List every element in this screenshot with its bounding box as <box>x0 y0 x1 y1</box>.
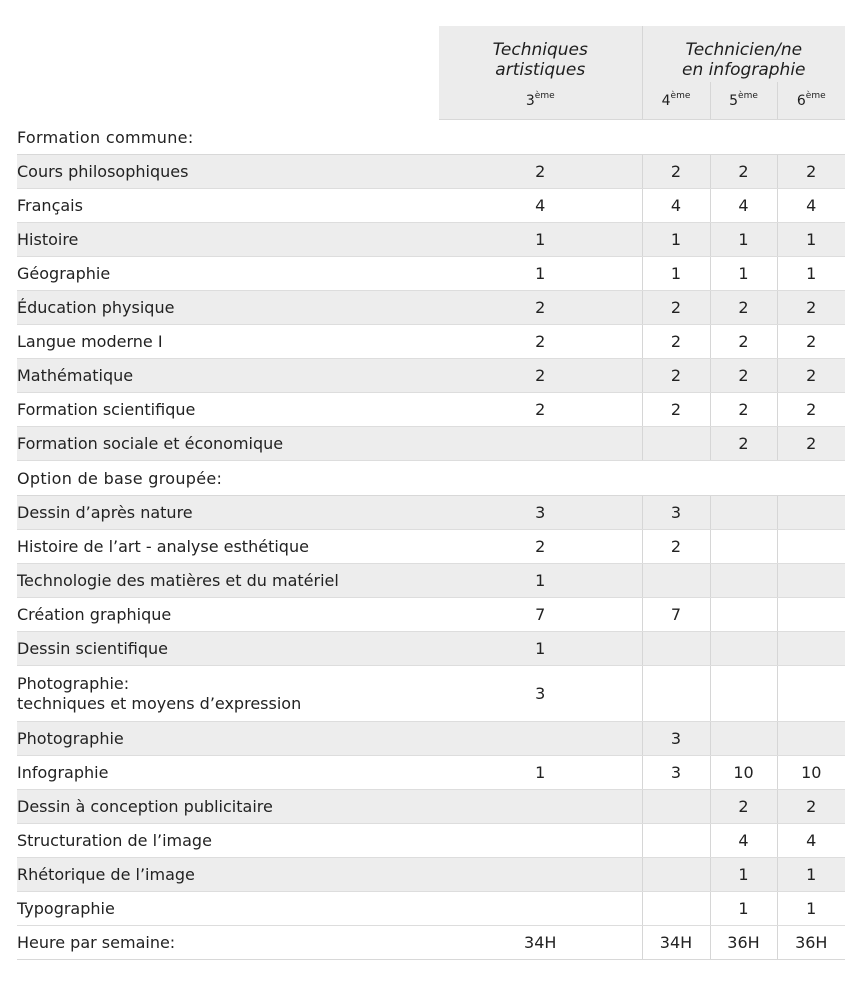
hours-cell: 2 <box>439 155 642 189</box>
hours-cell: 3 <box>642 496 710 530</box>
hours-cell: 3 <box>439 496 642 530</box>
total-value-4: 34H <box>642 926 710 960</box>
hours-cell: 10 <box>710 756 777 790</box>
hours-cell: 3 <box>642 756 710 790</box>
hours-cell: 1 <box>777 257 845 291</box>
hours-cell: 2 <box>439 359 642 393</box>
hours-cell: 2 <box>777 325 845 359</box>
hours-cell <box>642 824 710 858</box>
subject-row <box>17 722 845 756</box>
subject-name: Création graphique <box>17 598 439 632</box>
hours-cell <box>710 598 777 632</box>
hours-cell: 4 <box>777 824 845 858</box>
hours-cell: 2 <box>439 393 642 427</box>
subject-name: Langue moderne I <box>17 325 439 359</box>
hours-cell: 2 <box>777 427 845 461</box>
hours-cell: 2 <box>642 393 710 427</box>
hours-cell: 1 <box>710 892 777 926</box>
subject-row <box>17 325 845 359</box>
program-title-line: en infographie <box>682 60 806 80</box>
subject-name: Formation sociale et économique <box>17 427 439 461</box>
subject-name: Typographie <box>17 892 439 926</box>
subject-name: Technologie des matières et du matériel <box>17 564 439 598</box>
subject-row <box>17 291 845 325</box>
hours-cell <box>642 564 710 598</box>
hours-cell <box>439 790 642 824</box>
hours-cell: 2 <box>777 359 845 393</box>
section-title: Formation commune: <box>17 120 845 155</box>
subject-row <box>17 393 845 427</box>
subject-name: Dessin scientifique <box>17 632 439 666</box>
hours-cell: 2 <box>642 359 710 393</box>
hours-cell <box>777 564 845 598</box>
hours-cell: 1 <box>439 756 642 790</box>
hours-cell <box>710 722 777 756</box>
total-value-6: 36H <box>777 926 845 960</box>
section-header-row <box>17 461 845 496</box>
subject-name: Géographie <box>17 257 439 291</box>
hours-cell <box>439 824 642 858</box>
hours-cell: 1 <box>777 223 845 257</box>
hours-cell: 1 <box>710 223 777 257</box>
hours-cell: 2 <box>439 530 642 564</box>
subject-name-line: techniques et moyens d’expression <box>17 693 302 713</box>
hours-cell <box>777 722 845 756</box>
hours-cell: 2 <box>710 393 777 427</box>
total-value-3: 34H <box>439 926 642 960</box>
hours-cell: 1 <box>710 257 777 291</box>
hours-cell <box>439 892 642 926</box>
hours-cell <box>777 496 845 530</box>
hours-cell <box>642 666 710 722</box>
hours-cell: 2 <box>710 155 777 189</box>
hours-cell <box>642 858 710 892</box>
hours-cell <box>710 564 777 598</box>
hours-cell: 3 <box>642 722 710 756</box>
hours-cell <box>439 858 642 892</box>
hours-cell: 10 <box>777 756 845 790</box>
hours-cell: 4 <box>439 189 642 223</box>
hours-cell: 1 <box>710 858 777 892</box>
subject-name: Histoire <box>17 223 439 257</box>
subject-name: Éducation physique <box>17 291 439 325</box>
subject-name: Cours philosophiques <box>17 155 439 189</box>
header-blank-cell <box>17 26 439 120</box>
year-header-6: 6ème <box>777 82 845 120</box>
subject-row <box>17 223 845 257</box>
year-header-5: 5ème <box>710 82 777 120</box>
subject-row <box>17 359 845 393</box>
hours-cell: 2 <box>710 790 777 824</box>
hours-cell: 2 <box>710 427 777 461</box>
total-row <box>17 926 845 960</box>
subject-name: Photographie <box>17 722 439 756</box>
section-title: Option de base groupée: <box>17 461 845 496</box>
total-value-5: 36H <box>710 926 777 960</box>
hours-cell: 1 <box>642 223 710 257</box>
subject-row <box>17 427 845 461</box>
hours-cell <box>710 496 777 530</box>
subject-row <box>17 824 845 858</box>
subject-row <box>17 666 845 722</box>
hours-cell: 2 <box>439 291 642 325</box>
subject-row <box>17 564 845 598</box>
hours-cell <box>439 427 642 461</box>
hours-cell <box>642 892 710 926</box>
subject-name: Formation scientifique <box>17 393 439 427</box>
subject-name: Dessin à conception publicitaire <box>17 790 439 824</box>
hours-cell: 1 <box>439 564 642 598</box>
hours-cell <box>439 722 642 756</box>
program-header-row <box>17 26 845 82</box>
hours-cell: 1 <box>439 632 642 666</box>
subject-name-line: Photographie: <box>17 673 130 693</box>
hours-cell: 1 <box>439 223 642 257</box>
hours-cell: 2 <box>710 291 777 325</box>
hours-cell: 1 <box>439 257 642 291</box>
subject-row <box>17 155 845 189</box>
hours-cell <box>642 790 710 824</box>
hours-cell <box>777 632 845 666</box>
hours-cell <box>710 666 777 722</box>
hours-cell: 2 <box>642 291 710 325</box>
hours-cell <box>777 598 845 632</box>
year-header-3: 3ème <box>439 82 642 120</box>
subject-row <box>17 189 845 223</box>
subject-name: Mathématique <box>17 359 439 393</box>
hours-cell: 4 <box>642 189 710 223</box>
hours-cell: 2 <box>777 155 845 189</box>
hours-cell: 2 <box>777 393 845 427</box>
hours-cell: 2 <box>642 530 710 564</box>
hours-cell: 2 <box>642 155 710 189</box>
timetable-body <box>17 120 845 926</box>
hours-cell: 3 <box>439 666 642 722</box>
subject-row <box>17 598 845 632</box>
hours-cell <box>777 530 845 564</box>
hours-cell: 2 <box>777 790 845 824</box>
hours-cell: 4 <box>777 189 845 223</box>
subject-row <box>17 496 845 530</box>
subject-row <box>17 756 845 790</box>
hours-cell: 2 <box>439 325 642 359</box>
hours-cell: 4 <box>710 824 777 858</box>
subject-name: Français <box>17 189 439 223</box>
timetable <box>17 26 845 960</box>
program-title-line: Techniques <box>492 40 588 60</box>
hours-cell: 1 <box>777 892 845 926</box>
hours-cell <box>642 427 710 461</box>
hours-cell: 2 <box>642 325 710 359</box>
subject-name: Dessin d’après nature <box>17 496 439 530</box>
subject-name: Rhétorique de l’image <box>17 858 439 892</box>
year-header-4: 4ème <box>642 82 710 120</box>
subject-row <box>17 892 845 926</box>
hours-cell: 4 <box>710 189 777 223</box>
program-header-techniques-artistiques <box>439 26 642 82</box>
hours-cell: 2 <box>777 291 845 325</box>
program-title-line: Technicien/ne <box>685 40 803 60</box>
subject-name: Histoire de l’art - analyse esthétique <box>17 530 439 564</box>
subject-name: Structuration de l’image <box>17 824 439 858</box>
hours-cell <box>642 632 710 666</box>
hours-cell: 2 <box>710 359 777 393</box>
subject-name: Infographie <box>17 756 439 790</box>
hours-cell: 7 <box>439 598 642 632</box>
hours-cell: 1 <box>642 257 710 291</box>
program-header-technicien-infographie <box>642 26 845 82</box>
hours-cell: 1 <box>777 858 845 892</box>
subject-row <box>17 632 845 666</box>
hours-cell: 2 <box>710 325 777 359</box>
subject-name <box>17 666 439 722</box>
hours-cell: 7 <box>642 598 710 632</box>
hours-cell <box>777 666 845 722</box>
hours-cell <box>710 632 777 666</box>
subject-row <box>17 530 845 564</box>
subject-row <box>17 257 845 291</box>
total-label: Heure par semaine: <box>17 926 439 960</box>
program-title-line: artistiques <box>495 60 586 80</box>
section-header-row <box>17 120 845 155</box>
subject-row <box>17 858 845 892</box>
hours-cell <box>710 530 777 564</box>
subject-row <box>17 790 845 824</box>
